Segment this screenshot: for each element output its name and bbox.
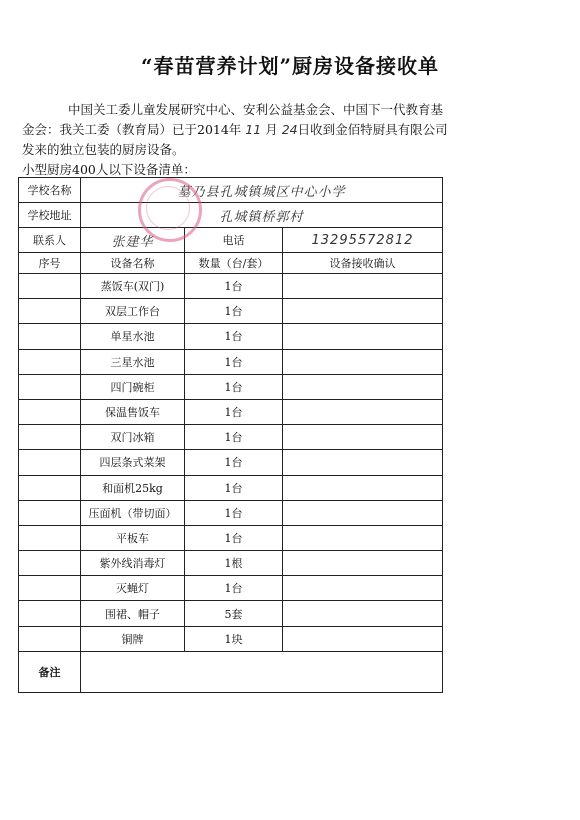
equipment-name-cell: 保温售饭车 bbox=[81, 399, 185, 424]
row-number-cell bbox=[19, 576, 81, 601]
notes-label: 备注 bbox=[19, 651, 81, 692]
receipt-confirmation-cell bbox=[283, 299, 443, 324]
receipt-confirmation-cell bbox=[283, 626, 443, 651]
equipment-name-cell: 单星水池 bbox=[81, 324, 185, 349]
row-number-cell bbox=[19, 274, 81, 299]
row-number-cell bbox=[19, 324, 81, 349]
table-row bbox=[19, 450, 443, 475]
school-name-row bbox=[19, 178, 443, 203]
row-number-cell bbox=[19, 475, 81, 500]
receipt-confirmation-cell bbox=[283, 450, 443, 475]
table-row bbox=[19, 500, 443, 525]
receipt-confirmation-cell bbox=[283, 324, 443, 349]
table-row bbox=[19, 374, 443, 399]
equipment-name-cell: 平板车 bbox=[81, 525, 185, 550]
equipment-name-cell: 灭蝇灯 bbox=[81, 576, 185, 601]
row-number-cell bbox=[19, 551, 81, 576]
table-row bbox=[19, 324, 443, 349]
row-number-cell bbox=[19, 626, 81, 651]
receipt-confirmation-cell bbox=[283, 399, 443, 424]
row-number-cell bbox=[19, 374, 81, 399]
receipt-confirmation-cell bbox=[283, 475, 443, 500]
equipment-name-cell: 围裙、帽子 bbox=[81, 601, 185, 626]
receipt-confirmation-cell bbox=[283, 576, 443, 601]
receipt-confirmation-cell bbox=[283, 525, 443, 550]
phone-label: 电话 bbox=[185, 228, 283, 253]
quantity-cell: 1台 bbox=[185, 500, 283, 525]
row-number-cell bbox=[19, 450, 81, 475]
equipment-name-cell: 铜牌 bbox=[81, 626, 185, 651]
table-row bbox=[19, 475, 443, 500]
quantity-cell: 1台 bbox=[185, 274, 283, 299]
school-name-label: 学校名称 bbox=[19, 178, 81, 203]
quantity-cell: 1台 bbox=[185, 475, 283, 500]
equipment-name-cell: 三星水池 bbox=[81, 349, 185, 374]
quantity-cell: 1台 bbox=[185, 450, 283, 475]
table-row bbox=[19, 299, 443, 324]
school-address-row bbox=[19, 203, 443, 228]
row-number-cell bbox=[19, 525, 81, 550]
column-header: 序号 bbox=[19, 253, 81, 274]
equipment-name-cell: 蒸饭车(双门) bbox=[81, 274, 185, 299]
handwritten-month: 11 bbox=[245, 122, 262, 137]
notes-row bbox=[19, 651, 443, 692]
row-number-cell bbox=[19, 425, 81, 450]
receipt-confirmation-cell bbox=[283, 274, 443, 299]
receipt-confirmation-cell bbox=[283, 425, 443, 450]
receipt-confirmation-cell bbox=[283, 500, 443, 525]
table-row bbox=[19, 274, 443, 299]
contact-value: 张建华 bbox=[81, 228, 185, 253]
table-row bbox=[19, 399, 443, 424]
column-header: 设备接收确认 bbox=[283, 253, 443, 274]
phone-value: 13295572812 bbox=[283, 228, 443, 253]
table-row bbox=[19, 349, 443, 374]
school-address-value: 孔城镇桥郭村 bbox=[81, 203, 443, 228]
table-row bbox=[19, 626, 443, 651]
official-seal-inner-ring bbox=[146, 186, 190, 230]
receipt-confirmation-cell bbox=[283, 349, 443, 374]
column-header: 设备名称 bbox=[81, 253, 185, 274]
equipment-name-cell: 双门冰箱 bbox=[81, 425, 185, 450]
quantity-cell: 1台 bbox=[185, 349, 283, 374]
equipment-form-table bbox=[18, 177, 443, 693]
table-row bbox=[19, 425, 443, 450]
equipment-name-cell: 双层工作台 bbox=[81, 299, 185, 324]
column-header-row bbox=[19, 253, 443, 274]
quantity-cell: 1台 bbox=[185, 324, 283, 349]
equipment-name-cell: 四门碗柜 bbox=[81, 374, 185, 399]
school-address-label: 学校地址 bbox=[19, 203, 81, 228]
quantity-cell: 1台 bbox=[185, 374, 283, 399]
quantity-cell: 1台 bbox=[185, 576, 283, 601]
receipt-confirmation-cell bbox=[283, 374, 443, 399]
quantity-cell: 1台 bbox=[185, 399, 283, 424]
intro-text-2: 月 bbox=[265, 122, 278, 137]
contact-label: 联系人 bbox=[19, 228, 81, 253]
column-header: 数量（台/套） bbox=[185, 253, 283, 274]
row-number-cell bbox=[19, 299, 81, 324]
quantity-cell: 1块 bbox=[185, 626, 283, 651]
table-row bbox=[19, 525, 443, 550]
intro-paragraph bbox=[22, 100, 452, 160]
quantity-cell: 5套 bbox=[185, 601, 283, 626]
row-number-cell bbox=[19, 601, 81, 626]
table-row bbox=[19, 576, 443, 601]
handwritten-day: 24 bbox=[281, 122, 298, 137]
row-number-cell bbox=[19, 399, 81, 424]
quantity-cell: 1台 bbox=[185, 425, 283, 450]
receipt-confirmation-cell bbox=[283, 601, 443, 626]
table-row bbox=[19, 601, 443, 626]
notes-value bbox=[81, 651, 443, 692]
row-number-cell bbox=[19, 500, 81, 525]
school-name-value: 墓乃县孔城镇城区中心小学 bbox=[81, 178, 443, 203]
intro-text-1: 中国关工委儿童发展研究中心、安利公益基金会、中国下一代教育基金会：我关工委（教育局）已于2014年 bbox=[22, 102, 444, 137]
quantity-cell: 1台 bbox=[185, 525, 283, 550]
table-row bbox=[19, 551, 443, 576]
equipment-name-cell: 压面机（带切面） bbox=[81, 500, 185, 525]
receipt-confirmation-cell bbox=[283, 551, 443, 576]
equipment-name-cell: 和面机25kg bbox=[81, 475, 185, 500]
list-heading: 小型厨房400人以下设备清单： bbox=[22, 162, 196, 177]
equipment-name-cell: 四层条式菜架 bbox=[81, 450, 185, 475]
intro-text-3: 日收到金佰特厨具有限公司发来的独立包装的厨房设备。 bbox=[22, 122, 448, 157]
quantity-cell: 1根 bbox=[185, 551, 283, 576]
equipment-name-cell: 紫外线消毒灯 bbox=[81, 551, 185, 576]
row-number-cell bbox=[19, 349, 81, 374]
contact-row bbox=[19, 228, 443, 253]
document-title: “春苗营养计划”厨房设备接收单 bbox=[140, 54, 439, 78]
quantity-cell: 1台 bbox=[185, 299, 283, 324]
